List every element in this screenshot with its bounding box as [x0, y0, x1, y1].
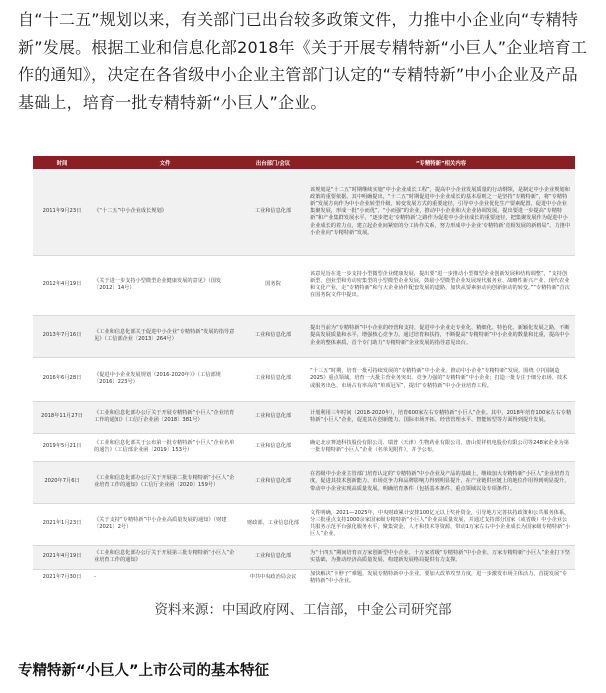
section-heading: 专精特新“小巨人”上市公司的基本特征: [18, 663, 270, 679]
table-row: [33, 461, 575, 503]
cell-department: 国务院: [239, 255, 307, 315]
cell-department: 工业和信息化部: [239, 357, 307, 401]
cell-document: -: [91, 569, 239, 585]
cell-department: 工业和信息化部: [239, 401, 307, 433]
table-row: [33, 357, 575, 401]
cell-time: 2012年4月19日: [33, 255, 91, 315]
cell-content: 确定北京赛迪科技股份有限公司、瑞普（天津）生物药业有限公司、唐山贺祥机电股份有限公司等248家企业为第一批专精特新“小巨人”企业（名单见附件），并予公布。: [307, 433, 575, 461]
cell-department: 工业和信息化部: [239, 315, 307, 357]
cell-content: 提出当前为“专精特新”中小企业的经营和支持，促进中小企业走专业化、精细化、特色化、新颖化发展之路，不断提高发展质量和水平，增强核心竞争力，通过培育和扶持，不断提高“专精特新”中小企业的数量和比重，提高中小企业的整体素质。首个专门助力“专精特新”企业发展的指导意见出台。: [307, 315, 575, 357]
policy-table-image: [33, 156, 575, 585]
table-row: [33, 255, 575, 315]
cell-document: 《关于进一步支持小型微型企业健康发展的意见》（国发〔2012〕14号）: [91, 255, 239, 315]
cell-content: 该规划是“十二五”时期继续实施“中小企业成长工程”，提高中小企业发展质量的行动纲领，是制定中小企业规划和政策的重要依据。其中明确提出，“十二五”时期促进中小企业成长的基本原则之一是坚持“专精特新”，将“专精特新”发展方向作为中小企业转型升级、转变发展方式的重要途径，引导中小企业优化生产要素配置，促进中小企业集聚发展，形成一批“小而优”、“小而强”的企业，推动中小企业和大企业协调发展。提出要进一步提高“专精特新”和产业集群发展水平，“逐步把走‘专精特新’之路作为促进中小企业成长的重要途径，把集聚发展作为促进中小企业成长的着力点，建立起企业间紧密的分工协作关系，努力形成中小企业‘专精特新’竞相发展的新格局”。力推中小企业向“专精特新”发展。: [307, 169, 575, 255]
cell-time: 2020年7月6日: [33, 461, 91, 503]
cell-time: 2019年5月21日: [33, 433, 91, 461]
cell-time: 2021年1月23日: [33, 503, 91, 545]
table-row: [33, 169, 575, 255]
cell-document: 《关于支持“专精特新”中小企业高质量发展的通知》（财建〔2021〕2号）: [91, 503, 239, 545]
cell-department: 工业和信息化部: [239, 545, 307, 569]
cell-content: 在省级中小企业主管部门培育认定的“专精特新”中小企业及产品的基础上，继续加大专精特新“小巨人”企业培育力度，促进其技术创新能力、市场竞争力和品牌影响力得到明显提升，在产业链供应链上的地位作用得到明显提升，带动中小企业实现高质量发展。明确培育条件（包括基本条件、重点领域以及专项条件）。: [307, 461, 575, 503]
header-document: 文件: [159, 160, 171, 167]
cell-department: 工业和信息化部: [239, 169, 307, 255]
cell-content: 该意见旨在进一步支持小型微型企业健康发展，提出要“进一步推动小型微型企业创新发展和结构调整”，“支持创新型、创业型和劳动密集型的小型微型企业发展，鼓励小型微型企业发展现代服务业、战略性新兴产业、现代农业和文化产业，走“专精特新”和与大企业协作配套发展的道路，加快从要素驱动向创新驱动的转变。”“专精特新”首次在国务院文件中提出。: [307, 255, 575, 315]
table-row: [33, 433, 575, 461]
cell-time: 2021年4月19日: [33, 545, 91, 569]
cell-content: “十三五”时期，培育一批可持续发展的“专精特新”中小企业。推动中小企业“专精特新”发展。围绕《中国制造2025》重点领域，培育一大批主营业务突出、竞争力强的“专精特新”中小企业；打造一批专注于细分市场、技术或服务出色、市场占有率高的“单项冠军”，提出“专精特新”中小企业培育工程。: [307, 357, 575, 401]
cell-time: 2013年7月16日: [33, 315, 91, 357]
header-time: 时间: [56, 160, 68, 167]
cell-content: 加快解决“卡脖子”难题，发展专精特新中小企业。要加大改革攻坚力度，进一步激发市场主体活力，首提发展“专精特新”中小企业。: [307, 569, 575, 585]
cell-department: 工业和信息化部: [239, 433, 307, 461]
cell-document: 《促进中小企业发展规划（2016-2020年）》（工信部规〔2016〕223号）: [91, 357, 239, 401]
table-row: [33, 315, 575, 357]
source-caption: 资料来源：中国政府网、工信部，中金公司研究部: [154, 602, 452, 618]
cell-time: 2018年11月27日: [33, 401, 91, 433]
policy-table: [33, 156, 575, 585]
cell-content: 为“十四五”期间培育百万家创新型中小企业、十万家省级“专精特新”中小企业、万家专精特新“小巨人”企业打下坚实基础，为推动经济高质量发展、构建新发展格局提供有力支撑。: [307, 545, 575, 569]
cell-department: 工业和信息化部: [239, 461, 307, 503]
intro-paragraph: 自“十二五”规划以来，有关部门已出台较多政策文件，力推中小企业向“专精特新”发展。根据工业和信息化部2018年《关于开展专精特新“小巨人”企业培育工作的通知》，决定在各省级中小企业主管部门认定的“专精特新”中小企业及产品基础上，培育一批专精特新“小巨人”企业。: [18, 10, 588, 112]
cell-department: 中共中央政治局会议: [239, 569, 307, 585]
cell-content: 文件明确，2021—2025年，中央财政累计安排100亿元以上奖补资金，引导地方完善扶持政策和公共服务体系，分三批重点支持1000余家国家级专精特新“小巨人”企业高质量发展，并通过支持部分国家（或省级）中小企业公共服务示范平台强化服务水平，聚集资金、人才和技术等资源，带动1万家左右中小企业成长为国家级专精特新“小巨人”企业。: [307, 503, 575, 545]
cell-document: 《工业和信息化部办公厅关于开展第三批专精特新“小巨人”企业培育工作的通知》: [91, 545, 239, 569]
cell-document: 《工业和信息化部关于促进中小企业“专精特新”发展的指导意见》（工信部企业〔2013〕264号）: [91, 315, 239, 357]
table-row: [33, 503, 575, 545]
table-row: [33, 545, 575, 569]
cell-time: 2011年9月23日: [33, 169, 91, 255]
cell-department: 财政部、工业信息化部: [239, 503, 307, 545]
table-row: [33, 569, 575, 585]
cell-document: 《工业和信息化部办公厅关于开展专精特新“小巨人”企业培育工作的通知》（工信厅企业函〔2018〕381号）: [91, 401, 239, 433]
cell-document: 《“十二五”中小企业成长规划》: [91, 169, 239, 255]
cell-document: 《工业和信息化部关于公布第一批专精特新“小巨人”企业名单的通告》（工信部企业函〔2019〕153号）: [91, 433, 239, 461]
header-content: “专精特新”相关内容: [415, 160, 467, 167]
cell-time: 2021年7月30日: [33, 569, 91, 585]
table-header-row: [33, 156, 575, 169]
cell-content: 计划利用三年时间（2018-2020年），培育600家左右专精特新“小巨人”企业。其中，2018年培育100家左右专精特新“小巨人”企业，促进其在创新能力、国际市场开拓、经营管理水平、智能转型等方面得到提升发展。: [307, 401, 575, 433]
cell-document: 《工业和信息化部办公厅关于开展第二批专精特新“小巨人”企业培育工作的通知》（工信厅企业函〔2020〕159号）: [91, 461, 239, 503]
header-department: 出台部门/会议: [255, 160, 291, 167]
cell-time: 2016年6月28日: [33, 357, 91, 401]
table-row: [33, 401, 575, 433]
